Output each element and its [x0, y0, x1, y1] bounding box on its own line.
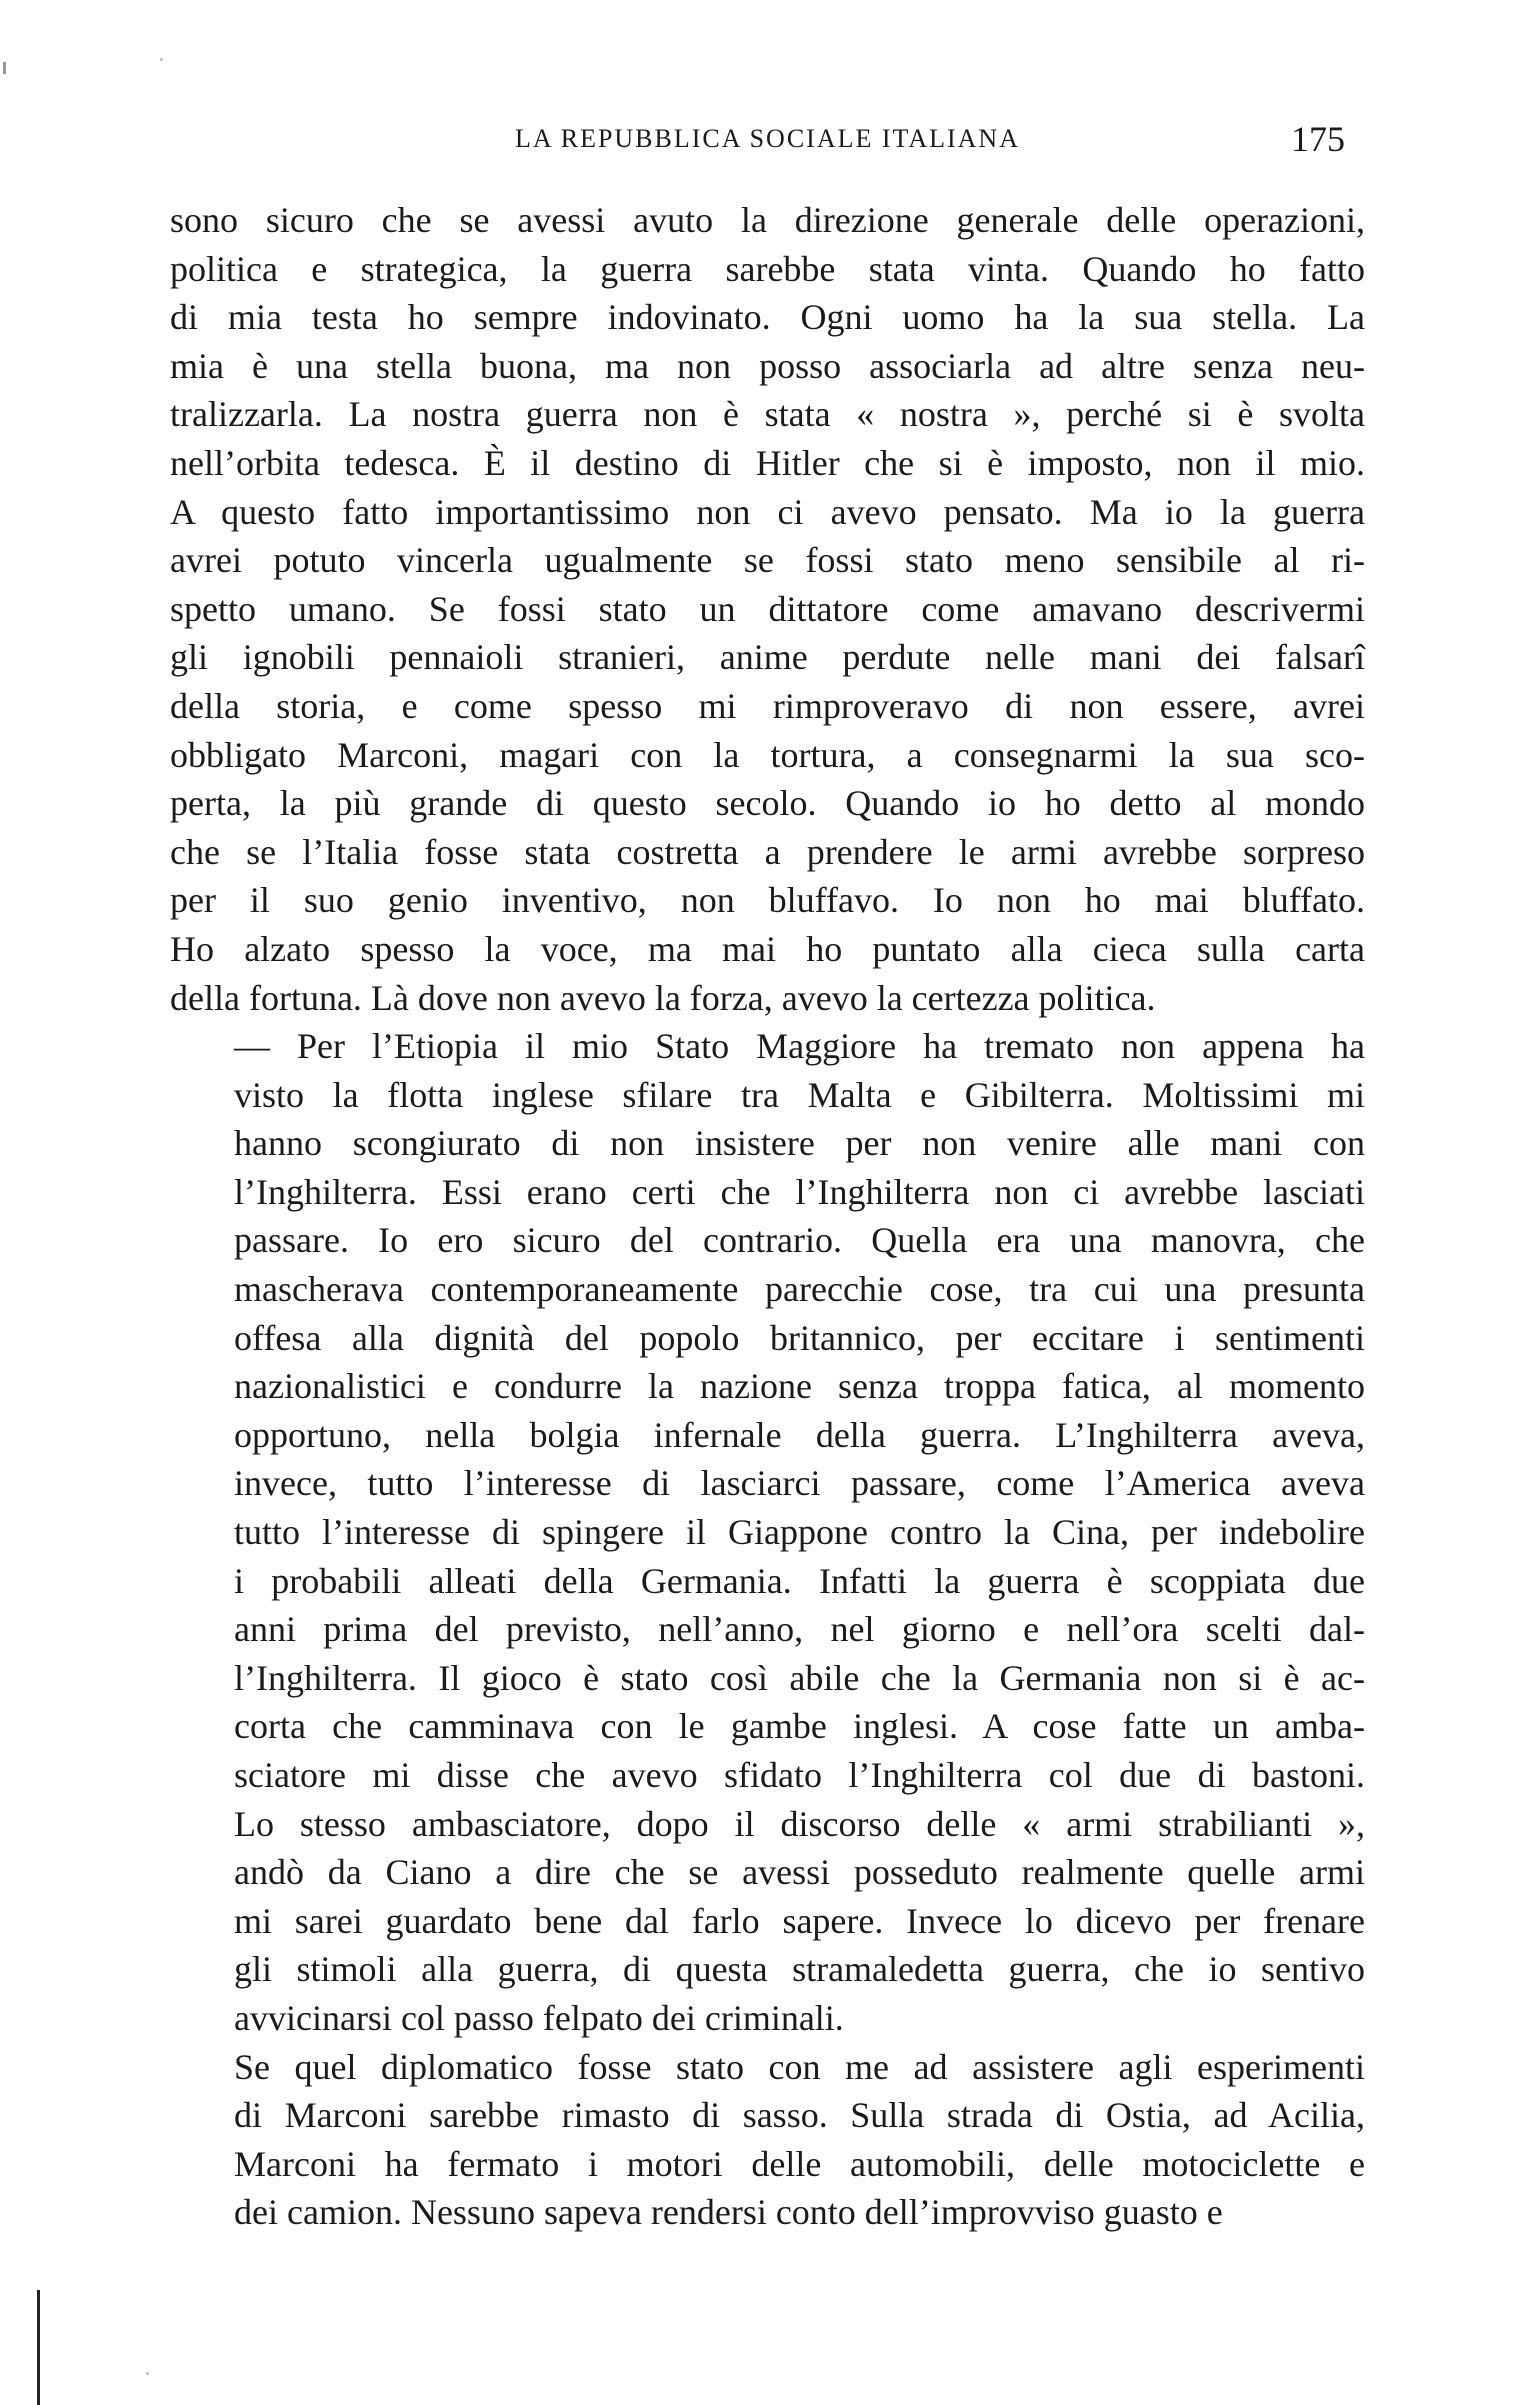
text-line: corta che camminava con le gambe inglesi. A cose fatte un amba- [234, 1706, 1365, 1747]
text-line: Marconi ha fermato i motori delle automobili, delle motociclette e [234, 2143, 1365, 2184]
text-line: avvicinarsi col passo felpato dei criminali. [234, 1997, 844, 2038]
text-line: avrei potuto vincerla ugualmente se fossi stato meno sensibile al ri- [170, 540, 1365, 581]
text-line: nell’orbita tedesca. È il destino di Hitler che si è imposto, non il mio. [170, 442, 1365, 483]
text-line: visto la flotta inglese sfilare tra Malta e Gibilterra. Moltissimi mi [234, 1074, 1365, 1115]
text-line: l’Inghilterra. Essi erano certi che l’Inghilterra non ci avrebbe lasciati [234, 1171, 1365, 1212]
text-line: mia è una stella buona, ma non posso associarla ad altre senza neu- [170, 345, 1365, 386]
scan-speck [160, 58, 163, 61]
running-head [170, 118, 1365, 168]
text-line: passare. Io ero sicuro del contrario. Quella era una manovra, che [234, 1220, 1365, 1261]
text-line: — Per l’Etiopia il mio Stato Maggiore ha tremato non appena ha [234, 1026, 1365, 1067]
paragraph [170, 1022, 1365, 2042]
text-line: mi sarei guardato bene dal farlo sapere. Invece lo dicevo per frenare [234, 1900, 1365, 1941]
paragraph [170, 196, 1365, 1022]
text-line: i probabili alleati della Germania. Infatti la guerra è scoppiata due [234, 1560, 1365, 1601]
text-line: anni prima del previsto, nell’anno, nel giorno e nell’ora scelti dal- [234, 1609, 1365, 1650]
text-line: l’Inghilterra. Il gioco è stato così abile che la Germania non si è ac- [234, 1657, 1365, 1698]
text-line: di Marconi sarebbe rimasto di sasso. Sulla strada di Ostia, ad Acilia, [234, 2095, 1365, 2136]
text-line: hanno scongiurato di non insistere per non venire alle mani con [234, 1123, 1365, 1164]
margin-rule [37, 2290, 40, 2405]
text-line: dei camion. Nessuno sapeva rendersi conto dell’improvviso guasto e [234, 2192, 1223, 2233]
text-line: offesa alla dignità del popolo britannico, per eccitare i sentimenti [234, 1317, 1365, 1358]
text-line: spetto umano. Se fossi stato un dittatore come amavano descrivermi [170, 588, 1365, 629]
text-line: obbligato Marconi, magari con la tortura, a consegnarmi la sua sco- [170, 734, 1365, 775]
text-line: perta, la più grande di questo secolo. Quando io ho detto al mondo [170, 783, 1365, 824]
text-line: Ho alzato spesso la voce, ma mai ho puntato alla cieca sulla carta [170, 928, 1365, 969]
paragraph [170, 2043, 1365, 2237]
text-line: della fortuna. Là dove non avevo la forza, avevo la certezza politica. [170, 977, 1156, 1018]
text-line: per il suo genio inventivo, non bluffavo. Io non ho mai bluffato. [170, 880, 1365, 921]
scan-mark [3, 62, 6, 74]
text-line: mascherava contemporaneamente parecchie cose, tra cui una presunta [234, 1269, 1365, 1310]
text-line: nazionalistici e condurre la nazione senza troppa fatica, al momento [234, 1366, 1365, 1407]
scan-speck [146, 2372, 149, 2375]
body-text [170, 196, 1365, 2237]
text-line: tralizzarla. La nostra guerra non è stata « nostra », perché si è svolta [170, 394, 1365, 435]
text-line: A questo fatto importantissimo non ci avevo pensato. Ma io la guerra [170, 491, 1365, 532]
text-line: sciatore mi disse che avevo sfidato l’Inghilterra col due di bastoni. [234, 1755, 1365, 1795]
text-line: della storia, e come spesso mi rimproveravo di non essere, avrei [170, 685, 1365, 726]
text-line: Se quel diplomatico fosse stato con me ad assistere agli esperimenti [234, 2046, 1365, 2087]
text-line: gli ignobili pennaioli stranieri, anime perdute nelle mani dei falsarî [170, 637, 1365, 678]
text-line: tutto l’interesse di spingere il Giappone contro la Cina, per indebolire [234, 1512, 1365, 1553]
text-line: invece, tutto l’interesse di lasciarci passare, come l’America aveva [234, 1463, 1365, 1504]
page-number: 175 [1291, 119, 1345, 159]
text-line: politica e strategica, la guerra sarebbe stata vinta. Quando ho fatto [170, 248, 1365, 289]
text-line: andò da Ciano a dire che se avessi posseduto realmente quelle armi [234, 1852, 1365, 1893]
text-line: di mia testa ho sempre indovinato. Ogni uomo ha la sua stella. La [170, 297, 1365, 338]
text-line: gli stimoli alla guerra, di questa stramaledetta guerra, che io sentivo [234, 1949, 1365, 1990]
header-title: LA REPUBBLICA SOCIALE ITALIANA [515, 124, 1020, 153]
text-line: opportuno, nella bolgia infernale della guerra. L’Inghilterra aveva, [234, 1414, 1365, 1455]
text-line: che se l’Italia fosse stata costretta a prendere le armi avrebbe sorpreso [170, 831, 1365, 872]
text-line: Lo stesso ambasciatore, dopo il discorso delle « armi strabilianti », [234, 1803, 1365, 1844]
text-line: sono sicuro che se avessi avuto la direzione generale delle operazioni, [170, 200, 1365, 240]
